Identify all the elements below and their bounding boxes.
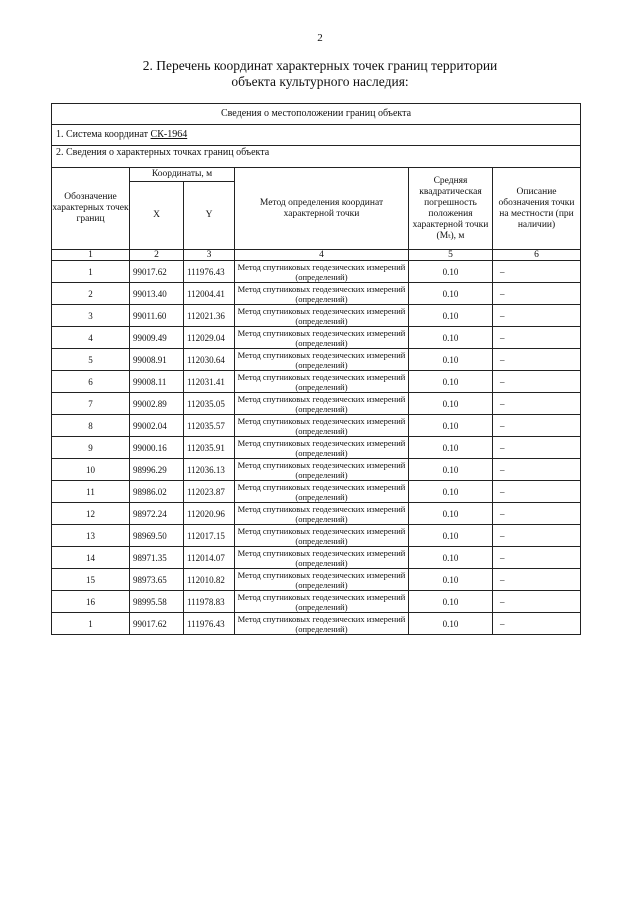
- cell-description: –: [493, 371, 581, 393]
- cell-y: 112004.41: [184, 283, 235, 305]
- cell-description: –: [493, 437, 581, 459]
- title-line-2: объекта культурного наследия:: [231, 74, 409, 89]
- cell-method: Метод спутниковых геодезических измерений (определений): [235, 371, 409, 393]
- cell-method: Метод спутниковых геодезических измерений (определений): [235, 459, 409, 481]
- cell-y: 112035.91: [184, 437, 235, 459]
- cell-point: 6: [52, 371, 130, 393]
- cell-description: –: [493, 415, 581, 437]
- table-row: [52, 525, 581, 547]
- coordinate-system-row: [52, 125, 581, 146]
- cell-x: 98973.65: [130, 569, 184, 591]
- cell-y: 112023.87: [184, 481, 235, 503]
- header-coordinates: Координаты, м: [130, 168, 235, 182]
- cell-error: 0.10: [409, 613, 493, 635]
- page-number: 2: [317, 32, 323, 44]
- cell-method: Метод спутниковых геодезических измерений (определений): [235, 415, 409, 437]
- cell-point: 13: [52, 525, 130, 547]
- cell-x: 99009.49: [130, 327, 184, 349]
- table-row: [52, 569, 581, 591]
- cell-point: 11: [52, 481, 130, 503]
- cell-y: 112031.41: [184, 371, 235, 393]
- cell-error: 0.10: [409, 547, 493, 569]
- header-designation: Обозначение характерных точек границ: [52, 168, 130, 250]
- cell-x: 98972.24: [130, 503, 184, 525]
- cell-y: 111976.43: [184, 261, 235, 283]
- cell-x: 98995.58: [130, 591, 184, 613]
- table-row: [52, 481, 581, 503]
- cell-method: Метод спутниковых геодезических измерений (определений): [235, 261, 409, 283]
- cell-point: 2: [52, 283, 130, 305]
- cell-method: Метод спутниковых геодезических измерений (определений): [235, 393, 409, 415]
- cell-y: 112035.57: [184, 415, 235, 437]
- table-row: [52, 349, 581, 371]
- cell-x: 99013.40: [130, 283, 184, 305]
- cell-point: 1: [52, 613, 130, 635]
- cell-description: –: [493, 283, 581, 305]
- cell-point: 14: [52, 547, 130, 569]
- cell-y: 112021.36: [184, 305, 235, 327]
- table-row: [52, 503, 581, 525]
- cell-description: –: [493, 305, 581, 327]
- coordinates-table-body: [52, 104, 581, 635]
- table-row: [52, 371, 581, 393]
- cell-description: –: [493, 503, 581, 525]
- cell-point: 3: [52, 305, 130, 327]
- cell-y: 112029.04: [184, 327, 235, 349]
- cell-x: 99008.11: [130, 371, 184, 393]
- table-row: [52, 459, 581, 481]
- cell-method: Метод спутниковых геодезических измерений (определений): [235, 327, 409, 349]
- cell-point: 10: [52, 459, 130, 481]
- cell-x: 99002.89: [130, 393, 184, 415]
- table-row: [52, 547, 581, 569]
- cell-method: Метод спутниковых геодезических измерений (определений): [235, 613, 409, 635]
- column-number: 2: [130, 250, 184, 261]
- cell-point: 12: [52, 503, 130, 525]
- cell-x: 99011.60: [130, 305, 184, 327]
- cell-error: 0.10: [409, 327, 493, 349]
- cell-method: Метод спутниковых геодезических измерений (определений): [235, 569, 409, 591]
- cell-x: 98996.29: [130, 459, 184, 481]
- table-row: [52, 591, 581, 613]
- cell-x: 99000.16: [130, 437, 184, 459]
- column-number: 1: [52, 250, 130, 261]
- cell-method: Метод спутниковых геодезических измерений (определений): [235, 283, 409, 305]
- column-number: 4: [235, 250, 409, 261]
- table-row: [52, 613, 581, 635]
- cell-error: 0.10: [409, 371, 493, 393]
- cell-description: –: [493, 393, 581, 415]
- cell-description: –: [493, 261, 581, 283]
- coordinate-system-label: 1. Система координат: [56, 129, 151, 140]
- cell-x: 99008.91: [130, 349, 184, 371]
- coordinate-system-value: СК-1964: [150, 129, 188, 140]
- cell-y: 111976.43: [184, 613, 235, 635]
- cell-error: 0.10: [409, 349, 493, 371]
- column-number: 3: [184, 250, 235, 261]
- cell-description: –: [493, 569, 581, 591]
- cell-error: 0.10: [409, 261, 493, 283]
- header-method: Метод определения координат характерной точки: [235, 168, 409, 250]
- cell-point: 15: [52, 569, 130, 591]
- cell-method: Метод спутниковых геодезических измерений (определений): [235, 503, 409, 525]
- cell-error: 0.10: [409, 503, 493, 525]
- cell-point: 1: [52, 261, 130, 283]
- cell-y: 111978.83: [184, 591, 235, 613]
- cell-y: 112010.82: [184, 569, 235, 591]
- cell-description: –: [493, 481, 581, 503]
- cell-error: 0.10: [409, 481, 493, 503]
- cell-description: –: [493, 613, 581, 635]
- cell-error: 0.10: [409, 591, 493, 613]
- document-title: [60, 58, 580, 90]
- cell-method: Метод спутниковых геодезических измерений (определений): [235, 525, 409, 547]
- table-row: [52, 327, 581, 349]
- cell-method: Метод спутниковых геодезических измерений (определений): [235, 305, 409, 327]
- header-description: Описание обозначения точки на местности (при наличии): [493, 168, 581, 250]
- cell-description: –: [493, 459, 581, 481]
- cell-error: 0.10: [409, 393, 493, 415]
- cell-method: Метод спутниковых геодезических измерений (определений): [235, 591, 409, 613]
- cell-x: 99017.62: [130, 613, 184, 635]
- cell-point: 9: [52, 437, 130, 459]
- table-row: [52, 437, 581, 459]
- cell-description: –: [493, 591, 581, 613]
- header-error: Средняя квадратическая погрешность положения характерной точки (Mₜ), м: [409, 168, 493, 250]
- cell-x: 99002.04: [130, 415, 184, 437]
- table-row: [52, 305, 581, 327]
- cell-description: –: [493, 327, 581, 349]
- points-section-title: 2. Сведения о характерных точках границ объекта: [52, 146, 581, 168]
- cell-x: 98971.35: [130, 547, 184, 569]
- cell-point: 4: [52, 327, 130, 349]
- column-number: 6: [493, 250, 581, 261]
- cell-error: 0.10: [409, 437, 493, 459]
- cell-y: 112014.07: [184, 547, 235, 569]
- cell-y: 112020.96: [184, 503, 235, 525]
- cell-point: 5: [52, 349, 130, 371]
- header-y: Y: [184, 182, 235, 250]
- cell-description: –: [493, 547, 581, 569]
- cell-error: 0.10: [409, 305, 493, 327]
- title-line-1: 2. Перечень координат характерных точек границ территории: [142, 58, 498, 73]
- cell-description: –: [493, 525, 581, 547]
- cell-description: –: [493, 349, 581, 371]
- cell-y: 112036.13: [184, 459, 235, 481]
- cell-y: 112017.15: [184, 525, 235, 547]
- cell-point: 7: [52, 393, 130, 415]
- cell-x: 98969.50: [130, 525, 184, 547]
- cell-method: Метод спутниковых геодезических измерений (определений): [235, 547, 409, 569]
- cell-x: 99017.62: [130, 261, 184, 283]
- cell-x: 98986.02: [130, 481, 184, 503]
- cell-y: 112030.64: [184, 349, 235, 371]
- cell-error: 0.10: [409, 525, 493, 547]
- cell-point: 8: [52, 415, 130, 437]
- table-row: [52, 283, 581, 305]
- table-row: [52, 261, 581, 283]
- cell-point: 16: [52, 591, 130, 613]
- cell-error: 0.10: [409, 459, 493, 481]
- table-row: [52, 415, 581, 437]
- cell-method: Метод спутниковых геодезических измерений (определений): [235, 481, 409, 503]
- cell-y: 112035.05: [184, 393, 235, 415]
- cell-error: 0.10: [409, 569, 493, 591]
- cell-method: Метод спутниковых геодезических измерений (определений): [235, 437, 409, 459]
- table-section-title: Сведения о местоположении границ объекта: [52, 104, 581, 125]
- coordinates-table: [51, 103, 581, 635]
- header-x: X: [130, 182, 184, 250]
- cell-error: 0.10: [409, 283, 493, 305]
- table-row: [52, 393, 581, 415]
- cell-error: 0.10: [409, 415, 493, 437]
- column-number: 5: [409, 250, 493, 261]
- cell-method: Метод спутниковых геодезических измерений (определений): [235, 349, 409, 371]
